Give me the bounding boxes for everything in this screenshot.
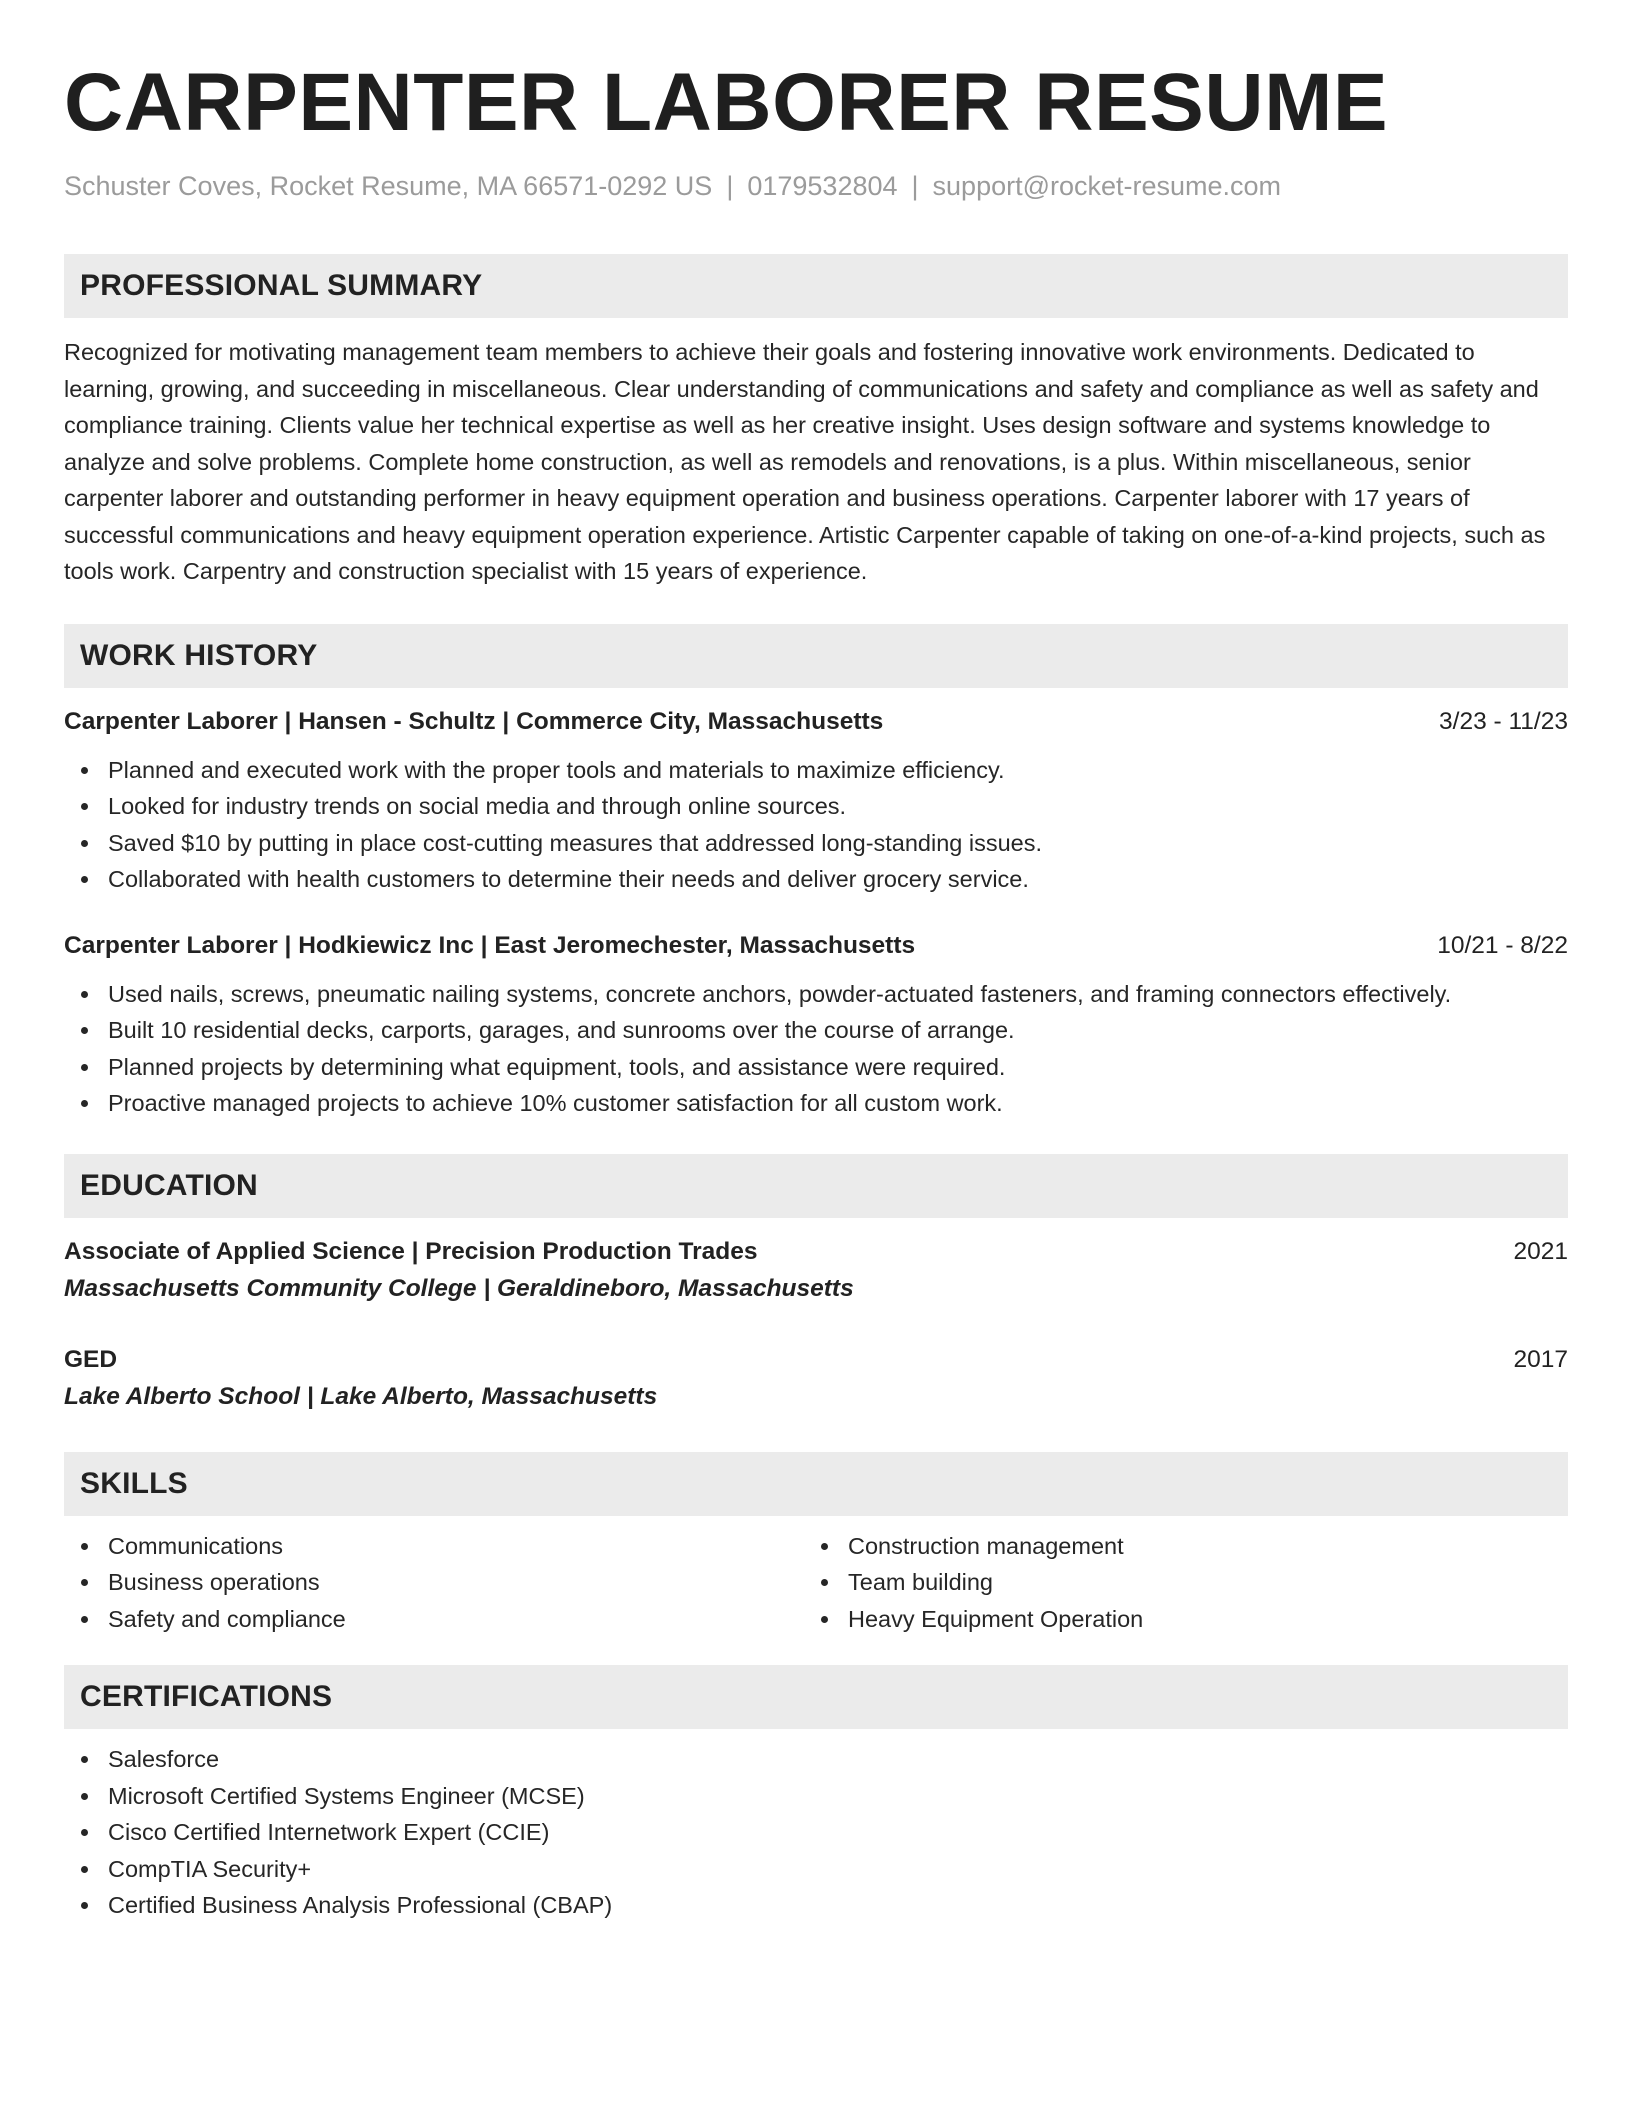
contact-address: Schuster Coves, Rocket Resume, MA 66571-0292 US: [64, 171, 713, 201]
job-bullet: Built 10 residential decks, carports, garages, and sunrooms over the course of arrange.: [64, 1012, 1568, 1049]
skill-item: Communications: [64, 1528, 804, 1565]
certification-item: Salesforce: [64, 1741, 1568, 1778]
skill-item: Construction management: [804, 1528, 1544, 1565]
education-degree: GED: [64, 1345, 118, 1373]
skill-item: Safety and compliance: [64, 1601, 804, 1638]
job-bullet: Collaborated with health customers to determine their needs and deliver grocery service.: [64, 861, 1568, 898]
education-school: Lake Alberto School | Lake Alberto, Massachusetts: [64, 1382, 658, 1410]
education-year: 2017: [1513, 1345, 1568, 1373]
section-header-skills: SKILLS: [64, 1452, 1568, 1516]
job-bullet: Looked for industry trends on social media and through online sources.: [64, 788, 1568, 825]
contact-separator: |: [911, 171, 919, 201]
education-year: 2021: [1513, 1237, 1568, 1265]
education-header: [64, 1234, 1568, 1270]
contact-email[interactable]: support@rocket-resume.com: [932, 171, 1282, 201]
job-bullets: [64, 752, 1568, 898]
resume-title: CARPENTER LABORER RESUME: [64, 57, 1389, 148]
education-entry: [64, 1342, 1568, 1416]
education-header: [64, 1342, 1568, 1378]
job-header: [64, 704, 1568, 740]
job-header: [64, 928, 1568, 964]
certification-item: CompTIA Security+: [64, 1851, 1568, 1888]
education-entry: [64, 1234, 1568, 1308]
job-entry: [64, 704, 1568, 898]
job-entry: [64, 928, 1568, 1122]
section-header-work-history: WORK HISTORY: [64, 624, 1568, 688]
section-header-summary: PROFESSIONAL SUMMARY: [64, 254, 1568, 318]
job-dates: 3/23 - 11/23: [1439, 707, 1568, 735]
section-header-education: EDUCATION: [64, 1154, 1568, 1218]
job-bullet: Used nails, screws, pneumatic nailing systems, concrete anchors, powder-actuated fasteners, and framing connectors effectively.: [64, 976, 1568, 1013]
skills-column-left: [64, 1528, 804, 1638]
education-degree: Associate of Applied Science | Precision Production Trades: [64, 1237, 758, 1265]
contact-phone: 0179532804: [747, 171, 898, 201]
section-header-certifications: CERTIFICATIONS: [64, 1665, 1568, 1729]
certification-item: Microsoft Certified Systems Engineer (MCSE): [64, 1778, 1568, 1815]
certifications-list: [64, 1741, 1568, 1924]
certification-item: Certified Business Analysis Professional (CBAP): [64, 1887, 1568, 1924]
skill-item: Business operations: [64, 1564, 804, 1601]
contact-separator: |: [726, 171, 734, 201]
contact-line: [64, 170, 1568, 202]
skill-item: Team building: [804, 1564, 1544, 1601]
skills-column-right: [804, 1528, 1544, 1638]
skill-item: Heavy Equipment Operation: [804, 1601, 1544, 1638]
skills-list: [64, 1528, 804, 1638]
job-title: Carpenter Laborer | Hodkiewicz Inc | East Jeromechester, Massachusetts: [64, 931, 916, 959]
job-title: Carpenter Laborer | Hansen - Schultz | Commerce City, Massachusetts: [64, 707, 884, 735]
job-bullet: Saved $10 by putting in place cost-cutting measures that addressed long-standing issues.: [64, 825, 1568, 862]
summary-paragraph: Recognized for motivating management team members to achieve their goals and fostering innovative work environments. Dedicated to learning, growing, and succeeding in miscellaneous. Clear understanding of communications and safety and compliance as well as safety and compliance training. Clients value her technical expertise as well as her creative insight. Uses design software and systems knowledge to analyze and solve problems. Complete home construction, as well as remodels and renovations, is a plus. Within miscellaneous, senior carpenter laborer and outstanding performer in heavy equipment operation and business operations. Carpenter laborer with 17 years of successful communications and heavy equipment operation experience. Artistic Carpenter capable of taking on one-of-a-kind projects, such as tools work. Carpentry and construction specialist with 15 years of experience.: [64, 339, 1546, 585]
certification-item: Cisco Certified Internetwork Expert (CCIE): [64, 1814, 1568, 1851]
education-school: Massachusetts Community College | Geraldineboro, Massachusetts: [64, 1274, 854, 1302]
job-bullet: Planned projects by determining what equipment, tools, and assistance were required.: [64, 1049, 1568, 1086]
job-bullet: Planned and executed work with the proper tools and materials to maximize efficiency.: [64, 752, 1568, 789]
skills-list: [804, 1528, 1544, 1638]
job-bullet: Proactive managed projects to achieve 10% customer satisfaction for all custom work.: [64, 1085, 1568, 1122]
job-dates: 10/21 - 8/22: [1437, 931, 1568, 959]
job-bullets: [64, 976, 1568, 1122]
skills-grid: [64, 1528, 1568, 1638]
